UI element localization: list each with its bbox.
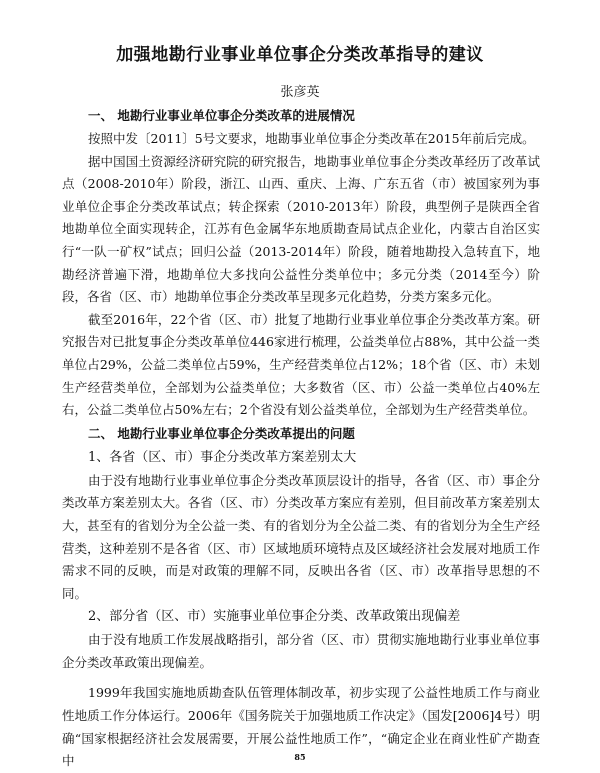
author-name: 张彦英 xyxy=(280,85,320,100)
paragraph: 1999年我国实施地质勘查队伍管理体制改革，初步实现了公益性地质工作与商业性地质工作分体运行。2006年《国务院关于加强地质工作决定》（国发[2006]4号）明确“国家根据经济社会发展需要，开展公益性地质工作”，“确定企业在商业性矿产勘查中 xyxy=(62,685,540,769)
paragraph: 由于没有地勘行业事业单位事企分类改革顶层设计的指导，各省（区、市）事企分类改革方案差别太大。各省（区、市）分类改革方案应有差别，但目前改革方案差别太大，甚至有的省划分为全公益一类、有的省划分为全公益二类、有的省划分为全生产经营类，这种差别不是各省（区、市）区域地质环境特点及区域经济社会发展对地质工作需求不同的反映，而是对政策的理解不同，反映出各省（区、市）改革指导思想的不同。 xyxy=(62,472,540,601)
subsection-heading: 1、各省（区、市）事企分类改革方案差别太大 xyxy=(88,449,357,465)
section-heading: 一、 地勘行业事业单位事企分类改革的进展情况 xyxy=(88,108,355,123)
document-body xyxy=(62,104,540,773)
paragraph: 据中国国土资源经济研究院的研究报告，地勘事业单位事企分类改革经历了改革试点（2008-2010年）阶段，浙江、山西、重庆、上海、广东五省（市）被国家列为事业单位企事企分类改革试点；转企探索（2010-2013年）阶段，典型例子是陕西全省地勘单位全面实现转企，江苏有色金属华东地质勘查局试点企业化，内蒙古自治区实行“一队一矿权”试点；回归公益（2013-2014年）阶段，随着地勘投入急转直下，地勘经济普遍下滑，地勘单位大多找向公益性分类单位中；多元分类（2014至今）阶段，各省（区、市）地勘单位事企分类改革呈现多元化趋势，分类方案多元化。 xyxy=(62,153,540,305)
page-number: 85 xyxy=(294,752,306,762)
paragraph: 截至2016年，22个省（区、市）批复了地勘行业事业单位事企分类改革方案。研究报告对已批复事企分类改革单位446家进行梳理，公益类单位占88%，其中公益一类单位占29%，公益二类单位占59%，生产经营类单位占12%；18个省（区、市）未划生产经营类单位，全部划为公益类单位；大多数省（区、市）公益一类单位占40%左右，公益二类单位占50%左右；2个省没有划公益类单位，全部划为生产经营类单位。 xyxy=(62,311,540,418)
subsection-heading: 2、部分省（区、市）实施事业单位事企分类、改革政策出现偏差 xyxy=(88,609,461,625)
section-heading: 二、 地勘行业事业单位事企分类改革提出的问题 xyxy=(88,425,355,441)
paragraph: 由于没有地质工作发展战略指引，部分省（区、市）贯彻实施地勘行业事业单位事企分类改革政策出现偏差。 xyxy=(62,632,540,670)
page-title: 加强地勘行业事业单位事企分类改革指导的建议 xyxy=(116,45,484,65)
paragraph: 按照中发〔2011〕5号文要求，地勘事业单位事企分类改革在2015年前后完成。 xyxy=(88,131,535,146)
